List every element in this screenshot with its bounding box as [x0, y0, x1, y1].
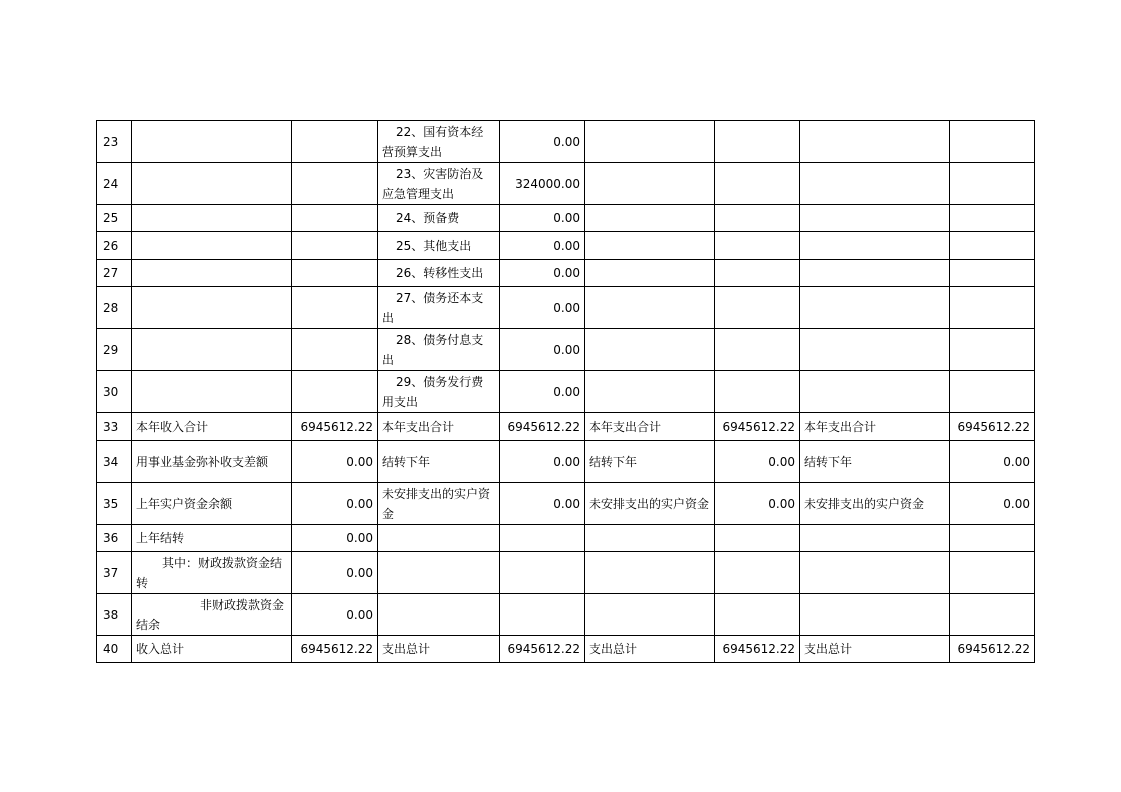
expense-amount: [500, 594, 585, 636]
income-amount: [292, 260, 378, 287]
row-number: 27: [97, 260, 132, 287]
expense-item: 29、债务发行费用支出: [378, 371, 500, 413]
table-row: [97, 121, 1035, 163]
table-row: [97, 636, 1035, 663]
col-item-2: [585, 329, 715, 371]
col-amount-3: [950, 260, 1035, 287]
row-number: 28: [97, 287, 132, 329]
col-item-2: [585, 121, 715, 163]
col-amount-3: [950, 121, 1035, 163]
expense-amount: 0.00: [500, 232, 585, 260]
table-row: [97, 483, 1035, 525]
expense-amount: 0.00: [500, 329, 585, 371]
income-item: 上年实户资金余额: [132, 483, 292, 525]
col-item-2: [585, 205, 715, 232]
table-row: [97, 232, 1035, 260]
col-amount-2: [715, 287, 800, 329]
col-amount-2: [715, 205, 800, 232]
income-item: [132, 329, 292, 371]
col-amount-3: [950, 329, 1035, 371]
col-amount-2: [715, 260, 800, 287]
table-row: [97, 413, 1035, 441]
row-number: 24: [97, 163, 132, 205]
table-row: [97, 205, 1035, 232]
row-number: 26: [97, 232, 132, 260]
budget-table: [96, 120, 1035, 663]
expense-item: 27、债务还本支出: [378, 287, 500, 329]
col-amount-3: 0.00: [950, 441, 1035, 483]
expense-amount: 0.00: [500, 205, 585, 232]
col-amount-2: [715, 594, 800, 636]
income-amount: 0.00: [292, 552, 378, 594]
row-number: 37: [97, 552, 132, 594]
col-item-2: [585, 594, 715, 636]
col-amount-3: [950, 205, 1035, 232]
table-row: [97, 260, 1035, 287]
expense-item: [378, 552, 500, 594]
expense-amount: 0.00: [500, 483, 585, 525]
expense-amount: 6945612.22: [500, 413, 585, 441]
table-row: [97, 594, 1035, 636]
income-item: 用事业基金弥补收支差额: [132, 441, 292, 483]
income-item: 上年结转: [132, 525, 292, 552]
col-item-3: [800, 552, 950, 594]
income-amount: [292, 232, 378, 260]
col-item-3: [800, 287, 950, 329]
expense-item: 22、国有资本经营预算支出: [378, 121, 500, 163]
col-item-2: [585, 371, 715, 413]
col-amount-3: [950, 525, 1035, 552]
income-item: [132, 260, 292, 287]
expense-amount: 0.00: [500, 441, 585, 483]
income-amount: [292, 287, 378, 329]
table-row: [97, 287, 1035, 329]
income-item: 本年收入合计: [132, 413, 292, 441]
income-amount: [292, 163, 378, 205]
expense-item: 支出总计: [378, 636, 500, 663]
income-amount: 0.00: [292, 525, 378, 552]
col-amount-2: [715, 329, 800, 371]
income-item: [132, 232, 292, 260]
col-amount-3: 0.00: [950, 483, 1035, 525]
expense-item: [378, 525, 500, 552]
expense-item: [378, 594, 500, 636]
col-item-2: 结转下年: [585, 441, 715, 483]
col-item-3: [800, 121, 950, 163]
col-item-3: [800, 260, 950, 287]
row-number: 34: [97, 441, 132, 483]
row-number: 38: [97, 594, 132, 636]
col-amount-2: [715, 552, 800, 594]
col-item-3: 未安排支出的实户资金: [800, 483, 950, 525]
col-item-3: [800, 232, 950, 260]
col-amount-2: [715, 371, 800, 413]
col-item-2: 未安排支出的实户资金: [585, 483, 715, 525]
expense-amount: [500, 552, 585, 594]
expense-amount: 324000.00: [500, 163, 585, 205]
row-number: 29: [97, 329, 132, 371]
table-row: [97, 163, 1035, 205]
col-amount-2: [715, 163, 800, 205]
col-item-2: 本年支出合计: [585, 413, 715, 441]
income-amount: [292, 205, 378, 232]
col-amount-3: [950, 287, 1035, 329]
income-amount: 0.00: [292, 483, 378, 525]
col-amount-3: [950, 594, 1035, 636]
col-amount-3: 6945612.22: [950, 636, 1035, 663]
col-item-3: 结转下年: [800, 441, 950, 483]
col-item-2: [585, 163, 715, 205]
income-amount: [292, 371, 378, 413]
col-item-3: [800, 525, 950, 552]
income-amount: [292, 121, 378, 163]
col-amount-2: 0.00: [715, 441, 800, 483]
table-row: [97, 552, 1035, 594]
income-item: [132, 121, 292, 163]
col-item-3: 本年支出合计: [800, 413, 950, 441]
table-row: [97, 329, 1035, 371]
expense-amount: 0.00: [500, 371, 585, 413]
income-amount: [292, 329, 378, 371]
expense-item: 26、转移性支出: [378, 260, 500, 287]
expense-item: 23、灾害防治及应急管理支出: [378, 163, 500, 205]
income-item: [132, 371, 292, 413]
col-item-3: [800, 329, 950, 371]
col-item-3: [800, 594, 950, 636]
col-item-2: 支出总计: [585, 636, 715, 663]
row-number: 33: [97, 413, 132, 441]
col-amount-2: [715, 232, 800, 260]
expense-item: 24、预备费: [378, 205, 500, 232]
expense-amount: 0.00: [500, 121, 585, 163]
col-item-2: [585, 260, 715, 287]
income-amount: 0.00: [292, 594, 378, 636]
col-amount-3: [950, 232, 1035, 260]
expense-item: 本年支出合计: [378, 413, 500, 441]
col-amount-2: [715, 121, 800, 163]
row-number: 25: [97, 205, 132, 232]
income-amount: 6945612.22: [292, 636, 378, 663]
col-item-3: [800, 163, 950, 205]
row-number: 23: [97, 121, 132, 163]
col-amount-3: [950, 163, 1035, 205]
row-number: 40: [97, 636, 132, 663]
col-item-2: [585, 232, 715, 260]
table-row: [97, 525, 1035, 552]
row-number: 35: [97, 483, 132, 525]
col-amount-2: [715, 525, 800, 552]
income-amount: 6945612.22: [292, 413, 378, 441]
income-item: [132, 163, 292, 205]
col-item-2: [585, 552, 715, 594]
col-item-3: 支出总计: [800, 636, 950, 663]
income-amount: 0.00: [292, 441, 378, 483]
income-item: 其中：财政拨款资金结转: [132, 552, 292, 594]
expense-item: 28、债务付息支出: [378, 329, 500, 371]
expense-amount: [500, 525, 585, 552]
col-item-2: [585, 287, 715, 329]
income-item: 收入总计: [132, 636, 292, 663]
col-amount-2: 6945612.22: [715, 413, 800, 441]
income-item: [132, 287, 292, 329]
col-amount-3: 6945612.22: [950, 413, 1035, 441]
expense-item: 未安排支出的实户资金: [378, 483, 500, 525]
expense-amount: 0.00: [500, 287, 585, 329]
expense-amount: 0.00: [500, 260, 585, 287]
col-amount-3: [950, 371, 1035, 413]
col-amount-2: 0.00: [715, 483, 800, 525]
table-row: [97, 441, 1035, 483]
row-number: 36: [97, 525, 132, 552]
expense-amount: 6945612.22: [500, 636, 585, 663]
income-item: [132, 205, 292, 232]
col-item-3: [800, 371, 950, 413]
col-item-2: [585, 525, 715, 552]
row-number: 30: [97, 371, 132, 413]
col-amount-2: 6945612.22: [715, 636, 800, 663]
income-item: 非财政拨款资金结余: [132, 594, 292, 636]
col-amount-3: [950, 552, 1035, 594]
col-item-3: [800, 205, 950, 232]
table-row: [97, 371, 1035, 413]
expense-item: 结转下年: [378, 441, 500, 483]
expense-item: 25、其他支出: [378, 232, 500, 260]
